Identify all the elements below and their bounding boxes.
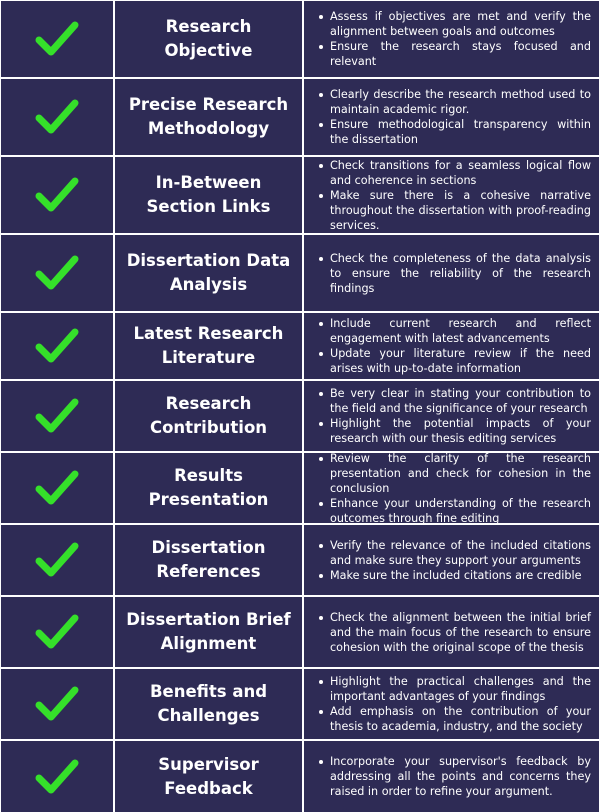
check-icon [34, 253, 80, 293]
row-title [115, 381, 302, 451]
check-cell [1, 525, 113, 595]
check-cell [1, 381, 113, 451]
bullet-list [314, 9, 591, 69]
bullet-list [314, 610, 591, 655]
bullet-item: Enhance your understanding of the research outcomes through fine editing [330, 496, 591, 525]
row-title-text: Benefits and Challenges [149, 682, 268, 725]
row-title [115, 313, 302, 379]
check-icon [34, 540, 80, 580]
check-cell [1, 1, 113, 77]
row-title [115, 235, 302, 311]
row-title [115, 453, 302, 523]
row-title-text: Latest Research Literature [133, 324, 284, 367]
check-cell [1, 741, 113, 812]
row-title-text: Research Contribution [149, 394, 268, 437]
bullet-item: Make sure the included citations are credible [330, 568, 591, 583]
bullet-list [314, 158, 591, 233]
row-title [115, 79, 302, 155]
bullet-item: Ensure the research stays focused and relevant [330, 40, 591, 68]
row-description [304, 313, 599, 379]
check-cell [1, 313, 113, 379]
bullet-item: Include current research and reflect engagement with latest advancements [330, 317, 591, 345]
bullet-item: Check transitions for a seamless logical flow and coherence in sections [330, 158, 591, 187]
check-cell [1, 669, 113, 739]
bullet-list [314, 316, 591, 376]
row-description [304, 525, 599, 595]
bullet-list [314, 674, 591, 734]
bullet-item: Highlight the potential impacts of your research with our thesis editing services [330, 417, 591, 445]
row-description [304, 741, 599, 812]
bullet-item: Check the alignment between the initial brief and the main focus of the research to ensure cohesion with the original scope of the thesis [330, 610, 591, 654]
row-title-text: Results Presentation [148, 466, 269, 509]
row-title-text: In-Between Section Links [146, 173, 271, 216]
check-cell [1, 79, 113, 155]
row-title-text: Research Objective [164, 17, 253, 60]
bullet-item: Update your literature review if the need arises with up-to-date information [330, 347, 591, 375]
row-title-text: Dissertation References [151, 538, 266, 581]
row-description [304, 157, 599, 233]
bullet-item: Highlight the practical challenges and the important advantages of your findings [330, 675, 591, 703]
row-title [115, 741, 302, 812]
bullet-item: Incorporate your supervisor's feedback by addressing all the points and concerns they raised in order to refine your argument. [330, 755, 591, 798]
bullet-list [314, 87, 591, 147]
bullet-list [314, 386, 591, 446]
check-icon [34, 612, 80, 652]
bullet-item: Check the completeness of the data analysis to ensure the reliability of the research findings [330, 251, 591, 295]
bullet-list [314, 754, 591, 799]
bullet-list [314, 538, 591, 583]
check-icon [34, 396, 80, 436]
row-description [304, 597, 599, 667]
check-icon [34, 757, 80, 797]
row-description [304, 453, 599, 523]
row-title-text: Dissertation Brief Alignment [126, 610, 291, 653]
bullet-item: Make sure there is a cohesive narrative throughout the dissertation with proof-reading services. [330, 188, 591, 232]
row-description [304, 235, 599, 311]
bullet-list [314, 451, 591, 526]
check-icon [34, 175, 80, 215]
row-description [304, 381, 599, 451]
bullet-item: Add emphasis on the contribution of your thesis to academia, industry, and the society [330, 705, 591, 733]
row-title [115, 597, 302, 667]
row-description [304, 1, 599, 77]
check-cell [1, 453, 113, 523]
row-title [115, 1, 302, 77]
row-title-text: Supervisor Feedback [158, 754, 259, 798]
row-title [115, 157, 302, 233]
checklist-table [1, 1, 599, 799]
bullet-list [314, 251, 591, 296]
bullet-item: Review the clarity of the research presentation and check for cohesion in the conclusion [330, 451, 591, 495]
check-cell [1, 597, 113, 667]
check-icon [34, 19, 80, 59]
row-title [115, 525, 302, 595]
check-icon [34, 326, 80, 366]
bullet-item: Assess if objectives are met and verify the alignment between goals and outcomes [330, 10, 591, 38]
row-title-text: Dissertation Data Analysis [126, 251, 291, 294]
check-cell [1, 157, 113, 233]
row-description [304, 79, 599, 155]
bullet-item: Be very clear in stating your contribution to the field and the significance of your research [330, 387, 591, 415]
check-icon [34, 468, 80, 508]
row-description [304, 669, 599, 739]
row-title [115, 669, 302, 739]
bullet-item: Clearly describe the research method used to maintain academic rigor. [330, 88, 591, 116]
check-icon [34, 97, 80, 137]
bullet-item: Verify the relevance of the included citations and make sure they support your arguments [330, 538, 591, 567]
bullet-item: Ensure methodological transparency within the dissertation [330, 118, 591, 146]
check-cell [1, 235, 113, 311]
check-icon [34, 684, 80, 724]
row-title-text: Precise Research Methodology [128, 95, 289, 138]
